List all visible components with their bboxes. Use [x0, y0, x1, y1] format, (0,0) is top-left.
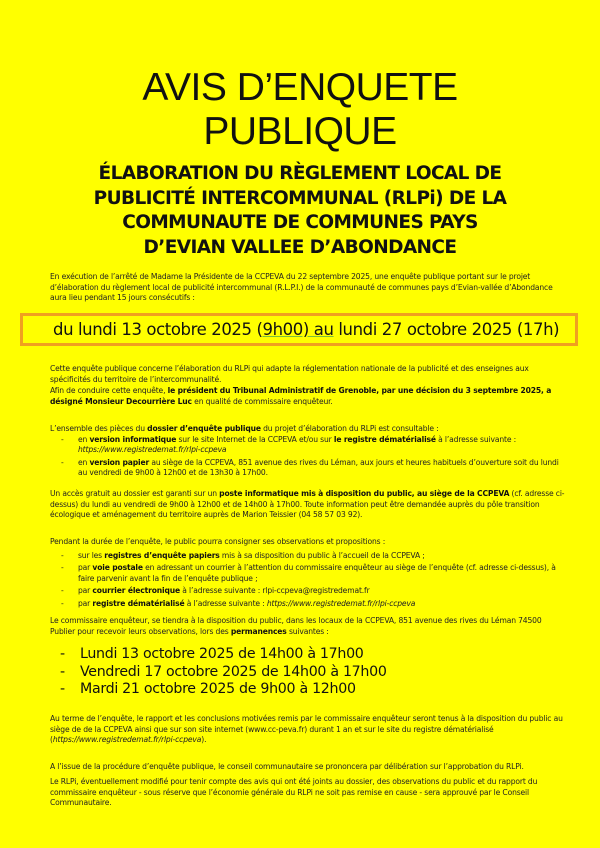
text: par — [78, 586, 93, 596]
concerne-paragraph: Cette enquête publique concerne l’élaboration du RLPi qui adapte la réglementation nationale de la publicité et des enseignes aux spécificités du territoire de l’intercommunalité. — [50, 364, 529, 384]
permanences-paragraph — [50, 616, 565, 637]
subtitle-line: D’EVIAN VALLEE D’ABONDANCE — [143, 236, 457, 258]
list-item — [58, 586, 565, 597]
text: suivantes : — [286, 626, 329, 636]
text: à l’adresse suivante : — [435, 434, 517, 444]
subtitle — [0, 162, 600, 260]
dossier-intro — [50, 424, 565, 435]
subtitle-line: ÉLABORATION DU RÈGLEMENT LOCAL DE — [98, 163, 502, 184]
text: en qualité de commissaire enquêteur. — [191, 396, 333, 406]
text: Afin de conduire cette enquête, — [50, 386, 168, 395]
dossier-list — [58, 435, 565, 479]
text: Le commissaire enquêteur, se tiendra à la disposition du public, dans les locaux de la CCPEVA, 851 avenue des rives du Léman 74500 Publier pour recevoir leurs observations, lors des — [50, 616, 542, 636]
text: sur le site Internet de la CCPEVA et/ou sur — [176, 434, 334, 444]
acces-paragraph — [50, 489, 565, 521]
approbation-paragraph: Le RLPi, éventuellement modifié pour tenir compte des avis qui ont été joints au dossier, des observations du public et du rapport du commissaire enquêteur - sous réserve que l’économie générale du RLPi ne soit pas remise en cause - sera approuvé par le Conseil Communautaire. — [50, 777, 538, 808]
bold-text: version informatique — [89, 434, 177, 444]
title-line-2: PUBLIQUE — [203, 110, 397, 153]
bold-text: permanences — [230, 626, 287, 636]
registre-link[interactable]: https://www.registredemat.fr/rlpi-ccpeva — [78, 445, 227, 455]
bold-text: version papier — [89, 457, 150, 467]
bold-text: dossier d’enquête publique — [147, 424, 261, 433]
bold-text: courrier électronique — [92, 586, 181, 596]
permanence-item: - Vendredi 17 octobre 2025 de 14h00 à 17h00 — [60, 664, 387, 682]
list-item — [58, 551, 565, 562]
text: (cf. adresse ci-dessus) du lundi au vendredi de 9h00 à 12h00 et de 14h00 à 17h00. Toute information peut être demandée auprès du pôle transition écologique et aménagement du territoire auprès de Marion Teissier (04 58 57 03 92). — [50, 489, 565, 520]
dossier-section — [50, 424, 565, 481]
text: au siège de la CCPEVA, 851 avenue des rives du Léman, aux jours et heures habituels d’ouverture soit du lundi au vendredi de 9h00 à 12h00 et de 13h30 à 17h00. — [78, 457, 559, 478]
commissaire-paragraph — [50, 386, 565, 407]
text: par — [78, 598, 93, 608]
permanence-item: - Lundi 13 octobre 2025 de 14h00 à 17h00 — [60, 646, 387, 664]
subtitle-line: PUBLICITÉ INTERCOMMUNAL (RLPi) DE LA — [93, 187, 507, 209]
permanence-item: - Mardi 21 octobre 2025 de 9h00 à 12h00 — [60, 681, 387, 699]
title-line-1: AVIS D’ENQUETE — [142, 66, 458, 109]
dates-part1: du lundi 13 octobre 2025 ( — [53, 320, 263, 339]
subtitle-line: COMMUNAUTE DE COMMUNES PAYS — [122, 212, 478, 233]
text: à l’adresse suivante : rlpi-ccpeva@registredemat.fr — [180, 586, 370, 596]
list-item — [58, 435, 565, 456]
bold-text: le registre dématérialisé — [333, 434, 436, 444]
dates-underlined: 9h00) au — [262, 320, 334, 339]
text: sur les — [78, 550, 105, 560]
registre-link[interactable]: https://www.registredemat.fr/rlpi-ccpeva — [266, 598, 416, 608]
text: à l’adresse suivante : — [184, 598, 267, 608]
bold-text: registre dématérialisé — [92, 598, 185, 608]
list-item — [58, 599, 565, 610]
text: Un accès gratuit au dossier est garanti sur un — [50, 489, 220, 498]
observations-intro: Pendant la durée de l’enquête, le public pourra consigner ses observations et propositions : — [50, 537, 386, 546]
text: du projet d’élaboration du RLPi est consultable : — [260, 424, 439, 433]
text: par — [78, 563, 93, 573]
observations-section — [50, 537, 565, 612]
text: L’ensemble des pièces du — [50, 424, 148, 433]
text: en adressant un courrier à l’attention du commissaire enquêteur au siège de l’enquête (cf. adresse ci-dessus), à faire parvenir avant la fin de l’enquête publique ; — [78, 563, 556, 583]
text: en — [78, 457, 90, 467]
bold-text: le président du Tribunal Administratif de Grenoble, par une décision du 3 septembre 2025, a désigné Monsieur Decourrière Luc — [50, 386, 552, 406]
list-item — [58, 563, 565, 584]
enquiry-dates-box — [20, 313, 578, 346]
dates-part2: lundi 27 octobre 2025 (17h) — [333, 320, 560, 339]
issue-paragraph: A l’issue de la procédure d’enquête publique, le conseil communautaire se prononcera par délibération sur l’approbation du RLPi. — [50, 762, 524, 771]
text: ). — [201, 735, 207, 745]
rapport-paragraph — [50, 714, 565, 746]
bold-text: registres d’enquête papiers — [104, 550, 220, 560]
bold-text: poste informatique mis à disposition du public, au siège de la CCPEVA — [219, 489, 510, 498]
registre-link[interactable]: https://www.registredemat.fr/rlpi-ccpeva — [52, 735, 202, 745]
permanences-list — [60, 646, 387, 699]
list-item — [58, 458, 565, 479]
bold-text: voie postale — [92, 563, 143, 573]
intro-paragraph: En exécution de l’arrêté de Madame la Présidente de la CCPEVA du 22 septembre 2025, une enquête publique portant sur le projet d’élaboration du règlement local de publicité intercommunal (R.L.P.I.) de la communauté de communes pays d’Evian-vallée d’Abondance aura lieu pendant 15 jours consécutifs : — [50, 272, 553, 303]
text: Au terme de l’enquête, le rapport et les conclusions motivées remis par le commissaire enquêteur seront tenus à la disposition du public au siège de de la CCPEVA ainsi que sur son site internet (www.cc-peva.fr) durant 1 an et sur le site du registre dématérialisé ( — [50, 714, 563, 745]
text: mis à sa disposition du public à l’accueil de la CCPEVA ; — [219, 550, 425, 560]
observations-list — [58, 551, 565, 610]
text: en — [78, 434, 90, 444]
